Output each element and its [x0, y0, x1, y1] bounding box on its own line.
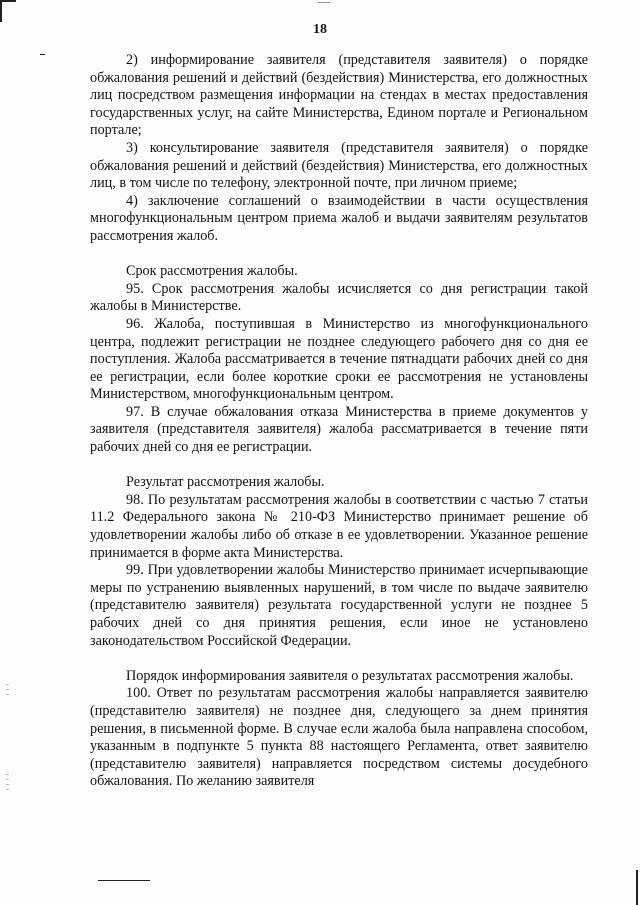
- scan-artifact: [318, 2, 330, 3]
- paragraph-spacer: [90, 457, 588, 475]
- scan-specks: [4, 680, 14, 695]
- paragraph: 96. Жалоба, поступившая в Министерство из многофункционального центра, подлежит регистрации не позднее следующего рабочего дня со дня ее поступления. Жалоба рассматривается в течение пятнадцати рабочих дней со дня ее регистрации, если более короткие сроки ее рассмотрения не установлены Министерством, многофункциональным центром.: [90, 315, 588, 403]
- paragraph: 98. По результатам рассмотрения жалобы в соответствии с частью 7 статьи 11.2 Федерального закона № 210-ФЗ Министерство принимает решение об удовлетворении жалобы либо об отказе в ее удовлетворении. Указанное решение принимается в форме акта Министерства.: [90, 491, 588, 561]
- paragraph: 3) консультирование заявителя (представителя заявителя) о порядке обжалования решений и действий (бездействия) Министерства, его должностных лиц, в том числе по телефону, электронной почте, при личном приеме;: [90, 139, 588, 192]
- paragraph: 99. При удовлетворении жалобы Министерство принимает исчерпывающие меры по устранению выявленных нарушений, в том числе по выдаче заявителю (представителю заявителя) результата государственной услуги не позднее 5 рабочих дней со дня принятия решения, если иное не установлено законодательством Российской Федерации.: [90, 562, 588, 649]
- scan-specks: [4, 770, 14, 790]
- scan-artifact: [40, 54, 45, 55]
- scan-artifact: [636, 870, 638, 905]
- paragraph: 4) заключение соглашений о взаимодействии в части осуществления многофункциональным центром приема жалоб и выдачи заявителям результатов рассмотрения жалоб.: [90, 192, 588, 244]
- paragraph: 95. Срок рассмотрения жалобы исчисляется со дня регистрации такой жалобы в Министерстве.: [90, 280, 588, 315]
- paragraph-spacer: [90, 650, 588, 668]
- scan-artifact: [0, 0, 16, 2]
- page-number: 18: [313, 22, 327, 37]
- scan-artifact: [0, 0, 2, 22]
- document-body: [90, 52, 588, 791]
- paragraph: 97. В случае обжалования отказа Министерства в приеме документов у заявителя (представителя заявителя) жалоба рассматривается в течение пяти рабочих дней со дня ее регистрации.: [90, 403, 588, 456]
- section-heading: Результат рассмотрения жалобы.: [126, 474, 325, 491]
- paragraph: Порядок информирования заявителя о результатах рассмотрения жалобы.: [126, 667, 574, 684]
- scan-artifact: [98, 880, 150, 881]
- paragraph: 2) информирование заявителя (представителя заявителя) о порядке обжалования решений и действий (бездействия) Министерства, его должностных лиц посредством размещения информации на стендах в местах предоставления государственных услуг, на сайте Министерства, Едином портале и Региональном портале;: [90, 52, 588, 139]
- paragraph-spacer: [90, 246, 588, 264]
- section-heading: Срок рассмотрения жалобы.: [126, 263, 298, 280]
- paragraph: 100. Ответ по результатам рассмотрения жалобы направляется заявителю (представителю заявителя) не позднее дня, следующего за днем принятия решения, в письменной форме. В случае если жалоба была направлена способом, указанным в подпункте 5 пункта 88 настоящего Регламента, ответ заявителю (представителю заявителя) направляется посредством системы досудебного обжалования. По желанию заявителя: [90, 685, 588, 790]
